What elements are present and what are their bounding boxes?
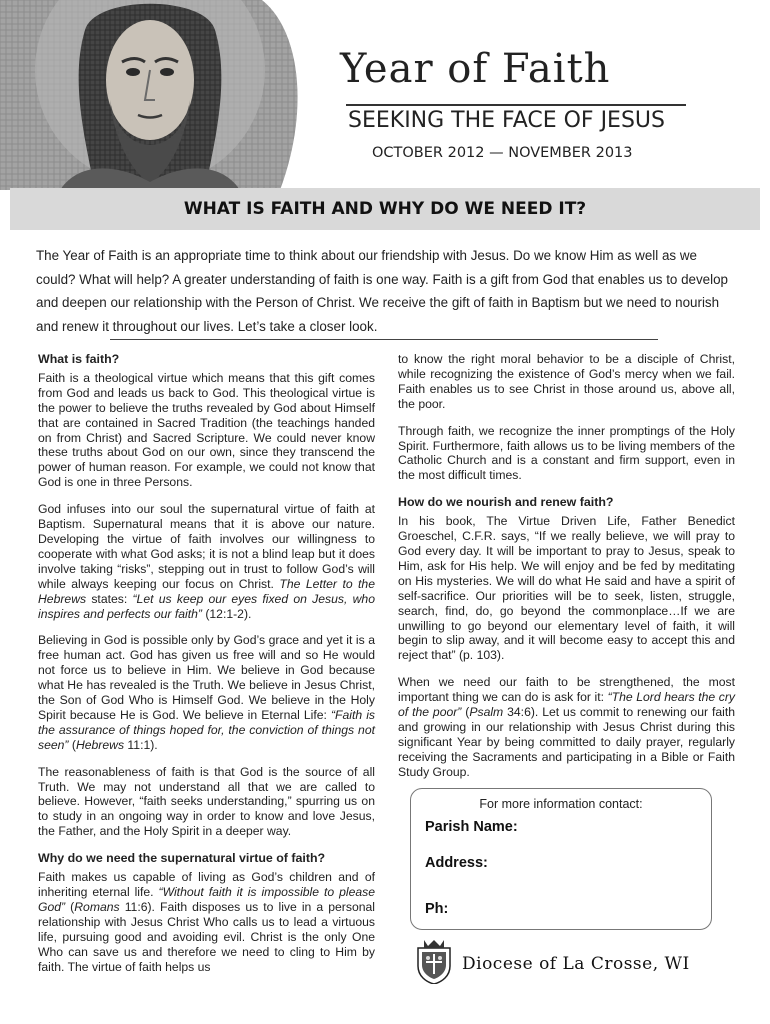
phone-label: Ph: — [425, 901, 449, 917]
paragraph: Through faith, we recognize the inner promptings of the Holy Spirit. Furthermore, faith allows us to be living members of the Catholic Church and is a constant and firm support, even in the most difficult times. — [398, 423, 735, 483]
paragraph: God infuses into our soul the supernatural virtue of faith at Baptism. Supernatural means that it is above our nature. Developing the virtue of faith involves our willingness to cooperate with what God asks; it is not a blind leap but it does involve taking “risks”, stepping out in trust to follow God’s will while always keeping our focus on Christ. The Letter to the Hebrews states: “Let us keep our eyes fixed on Jesus, who inspires and perfects our faith” (12:1-2). — [38, 502, 375, 621]
paragraph: Faith makes us capable of living as God’s children and of inheriting eternal life. “Without faith it is impossible to please God” (Romans 11:6). Faith disposes us to live in a personal relationship with Jesus Christ Who calls us to lead a virtuous life, pursuing good and avoiding evil. Christ is the only One Who can save us and therefore we need to cling to Him by faith. The virtue of faith helps us — [38, 870, 375, 974]
paragraph: When we need our faith to be strengthened, the most important thing we can do is ask for it: “The Lord hears the cry of the poor” (Psalm 34:6). Let us commit to renewing our faith and growing in our relationship with Jesus Christ during this significant Year by being committed to daily prayer, regularly receiving the Sacraments and participating in a Bible or Faith Study Group. — [398, 675, 736, 779]
page-title: Year of Faith — [340, 46, 611, 92]
heading-nourish-faith: How do we nourish and renew faith? — [398, 495, 614, 510]
paragraph: to know the right moral behavior to be a disciple of Christ, while recognizing the existence of God’s mercy when we fail. Faith enables us to see Christ in those around us, above all, the poor. — [398, 352, 735, 411]
paragraph: The reasonableness of faith is that God is the source of all Truth. We may not understand all that we are called to believe. However, “faith seeks understanding,” spurring us on to study in an ongoing way in order to know and love Jesus, the Father, and the Holy Spirit in a deeper way. — [38, 764, 375, 839]
contact-heading: For more information contact: — [479, 797, 643, 811]
page-subtitle: SEEKING THE FACE OF JESUS — [348, 108, 665, 133]
section-banner — [10, 188, 760, 230]
date-range: OCTOBER 2012 — NOVEMBER 2013 — [372, 145, 633, 161]
paragraph: In his book, The Virtue Driven Life, Father Benedict Groeschel, C.F.R. says, “If we really believe, we will pray to God every day. It will be important to pray to Jesus, speak to Him, ask for His help. We will enjoy and be fed by meditating on His mysteries. We will do what He said and have a spirit of self-sacrifice. Our priorities will be to seek, listen, struggle, search, find, do, go beyond the commonplace…If we are unwilling to go beyond our elementary level of faith, it will begin to slip away, and it will become easy to accept this and reject that” (p. 103). — [398, 514, 735, 663]
christ-mosaic-image — [0, 0, 300, 190]
contact-box — [410, 788, 712, 930]
heading-what-is-faith: What is faith? — [38, 352, 120, 366]
heading-why-need-faith: Why do we need the supernatural virtue of faith? — [38, 851, 326, 866]
banner-heading: WHAT IS FAITH AND WHY DO WE NEED IT? — [183, 199, 587, 219]
parish-name-label: Parish Name: — [425, 819, 518, 835]
intro-divider — [110, 339, 658, 340]
paragraph: Believing in God is possible only by God’s grace and yet it is a free human act. God has given us free will and so He would not force us to believe in Him. We believe in God because what He has revealed is the Truth. We believe in Jesus Christ, the Son of God Who is Himself God. We believe in the Holy Spirit because He is God. We believe in Eternal Life: “Faith is the assurance of things hoped for, the conviction of things not seen” (Hebrews 11:1). — [38, 633, 375, 752]
paragraph: Faith is a theological virtue which means that this gift comes from God and leads us back to God. This theological virtue is the power to believe the truths revealed by God about Himself that are contained in Sacred Tradition (the teachings handed on from Christ) and Sacred Scripture. We could never know these truths about God on our own, since they transcend the power of human reason. For example, we could not know that God is one in three Persons. — [38, 370, 375, 490]
address-label: Address: — [425, 855, 488, 871]
right-column — [398, 352, 735, 792]
diocese-crest-icon — [414, 938, 454, 984]
intro-paragraph: The Year of Faith is an appropriate time to think about our friendship with Jesus. Do we know Him as well as we could? What will help? A greater understanding of faith is one way. Faith is a gift from God that enables us to develop and deepen our relationship with the Person of Christ. We receive the gift of faith in Baptism but we need to nourish and renew it throughout our lives. Let’s take a closer look. — [36, 248, 729, 334]
left-column — [38, 352, 375, 986]
title-divider — [346, 104, 686, 106]
diocese-name: Diocese of La Crosse, WI — [462, 954, 690, 974]
